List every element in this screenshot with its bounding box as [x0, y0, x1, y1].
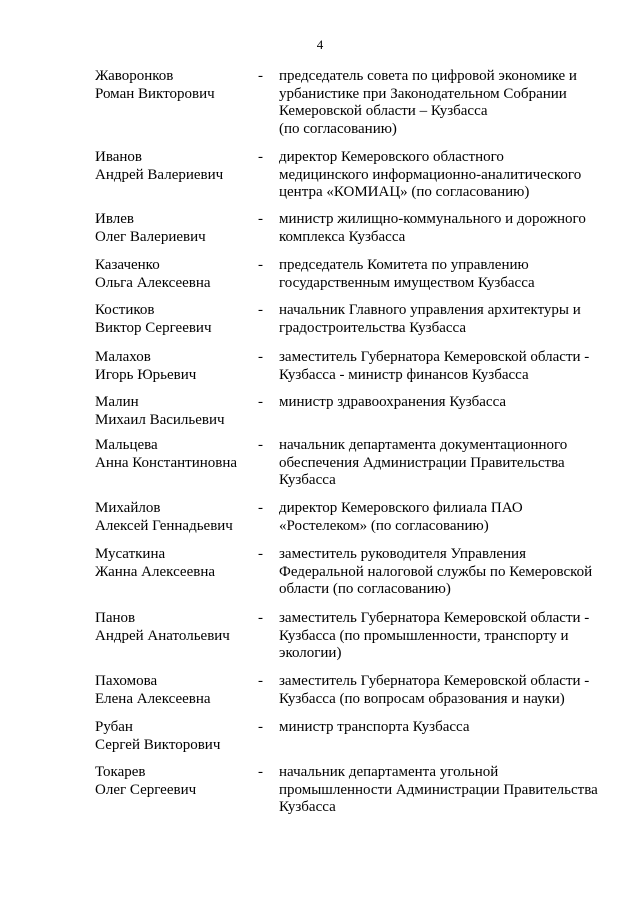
member-role: министр жилищно-коммунального и дорожного комплекса Кузбасса — [279, 211, 586, 245]
member-name — [95, 302, 250, 337]
member-name — [95, 437, 250, 472]
member-name — [95, 149, 250, 184]
member-given-names: Виктор Сергеевич — [95, 319, 212, 336]
member-name — [95, 764, 250, 799]
member-role: директор Кемеровского филиала ПАО «Ростелеком» (по согласованию) — [279, 500, 523, 534]
member-role: министр транспорта Кузбасса — [279, 719, 470, 735]
member-surname: Токарев — [95, 764, 146, 780]
member-surname: Малахов — [95, 349, 151, 365]
member-surname: Пахомова — [95, 673, 158, 689]
member-given-names: Олег Сергеевич — [95, 781, 197, 798]
separator-dash: - — [258, 610, 263, 626]
separator-dash: - — [258, 349, 263, 365]
member-name — [95, 68, 250, 103]
member-given-names: Анна Константиновна — [95, 454, 238, 471]
member-given-names: Андрей Валериевич — [95, 166, 224, 183]
member-given-names: Олег Валериевич — [95, 228, 206, 245]
separator-dash: - — [258, 68, 263, 84]
member-given-names: Роман Викторович — [95, 85, 215, 102]
member-name — [95, 394, 250, 429]
separator-dash: - — [258, 437, 263, 453]
member-role: заместитель Губернатора Кемеровской области - Кузбасса (по промышленности, транспорту и экологии) — [279, 610, 590, 662]
member-surname: Иванов — [95, 149, 142, 165]
member-given-names: Ольга Алексеевна — [95, 274, 211, 291]
member-surname: Мальцева — [95, 437, 158, 453]
member-role: заместитель руководителя Управления Федеральной налоговой службы по Кемеровской области (по согласованию) — [279, 546, 593, 598]
separator-dash: - — [258, 302, 263, 318]
member-surname: Костиков — [95, 302, 155, 318]
member-given-names: Сергей Викторович — [95, 736, 221, 753]
separator-dash: - — [258, 546, 263, 562]
member-role: начальник Главного управления архитектуры и градостроительства Кузбасса — [279, 302, 581, 336]
member-surname: Панов — [95, 610, 136, 626]
member-role: заместитель Губернатора Кемеровской области - Кузбасса (по вопросам образования и науки) — [279, 673, 590, 707]
member-role: директор Кемеровского областного медицинского информационно-аналитического центра «КОМИАЦ» (по согласованию) — [279, 149, 582, 201]
member-surname: Рубан — [95, 719, 133, 735]
member-role: начальник департамента угольной промышленности Администрации Правительства Кузбасса — [279, 764, 598, 816]
member-given-names: Алексей Геннадьевич — [95, 517, 233, 534]
member-name — [95, 349, 250, 384]
member-role: заместитель Губернатора Кемеровской области - Кузбасса - министр финансов Кузбасса — [279, 349, 590, 383]
separator-dash: - — [258, 673, 263, 689]
separator-dash: - — [258, 764, 263, 780]
member-surname: Казаченко — [95, 257, 160, 273]
separator-dash: - — [258, 500, 263, 516]
separator-dash: - — [258, 719, 263, 735]
member-name — [95, 546, 250, 581]
member-surname: Михайлов — [95, 500, 161, 516]
member-surname: Жаворонков — [95, 68, 174, 84]
separator-dash: - — [258, 394, 263, 410]
member-role: председатель совета по цифровой экономике и урбанистике при Законодательном Собрании Кемеровской области – Кузбасса (по согласованию) — [279, 68, 577, 137]
member-role: министр здравоохранения Кузбасса — [279, 394, 507, 410]
page-number: 4 — [316, 37, 324, 52]
member-role: начальник департамента документационного обеспечения Администрации Правительства Кузбасса — [279, 437, 568, 489]
member-name — [95, 500, 250, 535]
member-name — [95, 610, 250, 645]
member-given-names: Елена Алексеевна — [95, 690, 211, 707]
member-given-names: Андрей Анатольевич — [95, 627, 230, 644]
member-name — [95, 211, 250, 246]
member-name — [95, 673, 250, 708]
separator-dash: - — [258, 149, 263, 165]
separator-dash: - — [258, 257, 263, 273]
member-surname: Ивлев — [95, 211, 134, 227]
separator-dash: - — [258, 211, 263, 227]
member-name — [95, 257, 250, 292]
member-surname: Мусаткина — [95, 546, 166, 562]
member-given-names: Жанна Алексеевна — [95, 563, 215, 580]
member-given-names: Игорь Юрьевич — [95, 366, 197, 383]
member-name — [95, 719, 250, 754]
member-surname: Малин — [95, 394, 139, 410]
member-given-names: Михаил Васильевич — [95, 411, 225, 428]
member-role: председатель Комитета по управлению государственным имуществом Кузбасса — [279, 257, 535, 291]
